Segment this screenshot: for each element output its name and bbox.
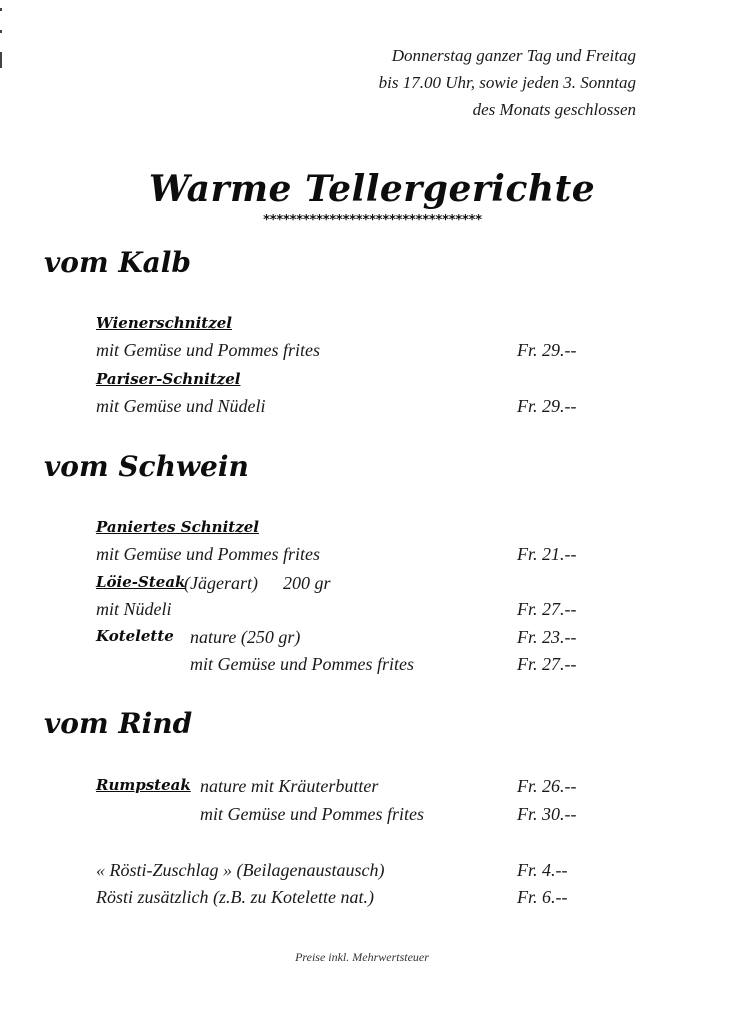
menu-item-row xyxy=(0,804,744,832)
dish-name: Pariser-Schnitzel xyxy=(96,370,241,388)
dish-description: mit Gemüse und Pommes frites xyxy=(190,654,414,674)
scan-mark xyxy=(0,30,2,33)
dish-price: Fr. 29.-- xyxy=(517,340,577,360)
dish-name: Löie-Steak xyxy=(96,573,186,591)
section-heading-kalb: vom Kalb xyxy=(44,246,192,279)
dish-name: Paniertes Schnitzel xyxy=(96,518,259,536)
dish-description: mit Gemüse und Pommes frites xyxy=(96,340,320,360)
extra-item-row xyxy=(0,860,744,888)
dish-description: mit Gemüse und Pommes frites xyxy=(96,544,320,564)
section-heading-rind: vom Rind xyxy=(44,707,193,740)
notice-line-1: Donnerstag ganzer Tag und Freitag xyxy=(391,46,636,65)
extra-price: Fr. 6.-- xyxy=(517,887,568,907)
menu-item-row xyxy=(0,544,744,572)
dish-price: Fr. 26.-- xyxy=(517,776,577,796)
dish-description: mit Nüdeli xyxy=(96,599,172,619)
title-divider: ********************************* xyxy=(262,213,482,228)
dish-name: Wienerschnitzel xyxy=(96,314,232,332)
dish-price: Fr. 23.-- xyxy=(517,627,577,647)
menu-title: Warme Tellergerichte xyxy=(148,168,596,210)
dish-weight: 200 gr xyxy=(283,573,331,593)
menu-item-row xyxy=(0,396,744,424)
dish-price: Fr. 30.-- xyxy=(517,804,577,824)
notice-line-2: bis 17.00 Uhr, sowie jeden 3. Sonntag xyxy=(378,73,636,92)
closing-notice xyxy=(379,42,636,123)
menu-item-name-row xyxy=(0,370,744,398)
dish-description: mit Gemüse und Nüdeli xyxy=(96,396,266,416)
vat-footnote: Preise inkl. Mehrwertsteuer xyxy=(295,950,429,964)
menu-item-name-row xyxy=(0,314,744,342)
dish-price: Fr. 29.-- xyxy=(517,396,577,416)
extra-item-row xyxy=(0,887,744,915)
menu-item-name-row xyxy=(0,573,744,601)
menu-item-row xyxy=(0,654,744,682)
notice-line-3: des Monats geschlossen xyxy=(472,100,636,119)
dish-description: mit Gemüse und Pommes frites xyxy=(200,804,424,824)
dish-name: Kotelette xyxy=(96,627,174,645)
menu-item-row xyxy=(0,776,744,804)
scan-mark xyxy=(0,52,2,68)
menu-item-row xyxy=(0,340,744,368)
scan-mark xyxy=(0,8,2,11)
extra-description: « Rösti-Zuschlag » (Beilagenaustausch) xyxy=(96,860,385,880)
dish-name: Rumpsteak xyxy=(96,776,191,794)
dish-description: nature (250 gr) xyxy=(190,627,301,647)
menu-item-row xyxy=(0,627,744,655)
extra-price: Fr. 4.-- xyxy=(517,860,568,880)
menu-item-name-row xyxy=(0,518,744,546)
dish-price: Fr. 21.-- xyxy=(517,544,577,564)
menu-item-row xyxy=(0,599,744,627)
dish-description: nature mit Kräuterbutter xyxy=(200,776,379,796)
section-heading-schwein: vom Schwein xyxy=(44,450,249,483)
dish-price: Fr. 27.-- xyxy=(517,654,577,674)
dish-price: Fr. 27.-- xyxy=(517,599,577,619)
dish-note: (Jägerart) xyxy=(184,573,258,593)
extra-description: Rösti zusätzlich (z.B. zu Kotelette nat.) xyxy=(96,887,374,907)
